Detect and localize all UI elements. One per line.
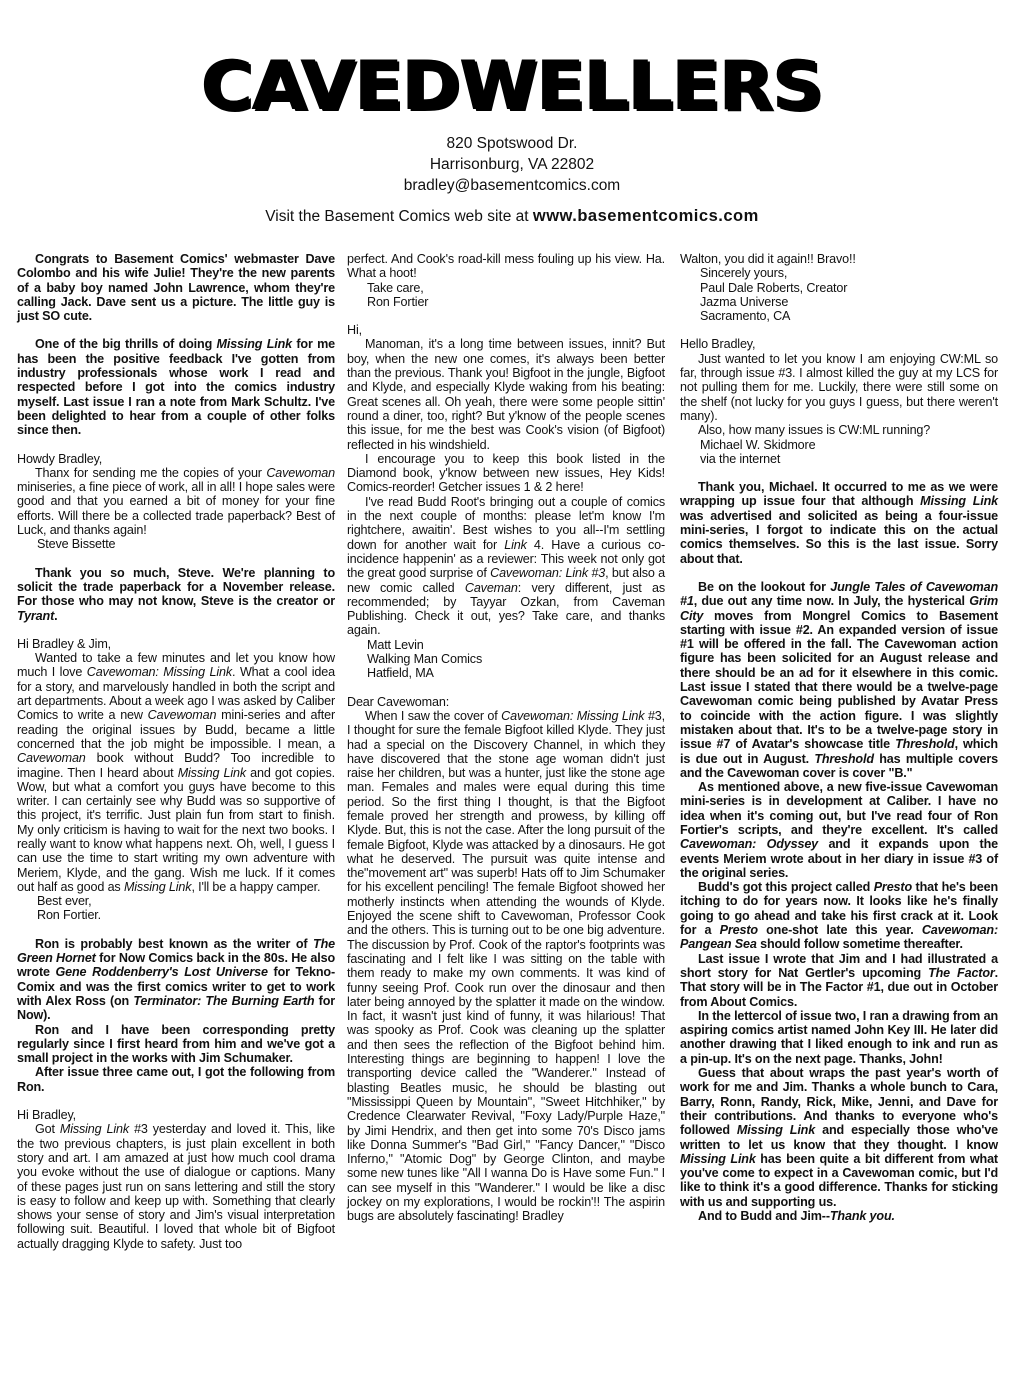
website-link[interactable]: www.basementcomics.com bbox=[532, 207, 759, 225]
letter-body: I encourage you to keep this book listed in the Diamond book, y'know between new issues, Hey Kids! Comics-reorder! Getcher issues 1 & 2 here! bbox=[347, 451, 665, 495]
letter-signature: Paul Dale Roberts, Creator bbox=[700, 280, 848, 295]
column-2 bbox=[347, 252, 665, 1224]
editor-reply: Ron and I have been corresponding pretty regularly since I first heard from him and we've got a small project in the works with Jim Schumaker. bbox=[17, 1022, 335, 1066]
letter-signature: via the internet bbox=[700, 451, 781, 466]
visit-line bbox=[0, 207, 1024, 226]
editor-reply: Budd's got this project called Presto that he's been itching to do for years now. It looks like he's finally going to go ahead and take his first crack at it. Look for a Presto one-shot late this year. Cavewoman: Pangean Sea should follow sometime thereafter. bbox=[680, 880, 999, 952]
editor-note: One of the big thrills of doing Missing Link for me has been the positive feedback I've gotten from industry professionals whose work I read and respected before I got into the comics industry myself. Last issue I ran a note from Mark Schultz. I've been delighted to hear from a couple of other folks since then. bbox=[17, 337, 335, 438]
letter-body: Also, how many issues is CW:ML running? bbox=[698, 423, 931, 438]
letter-signature: Steve Bissette bbox=[37, 537, 116, 552]
letter-signature: Hatfield, MA bbox=[367, 666, 434, 681]
letter-greeting: Howdy Bradley, bbox=[17, 451, 103, 466]
letter-greeting: Hi Bradley & Jim, bbox=[17, 636, 112, 651]
letter-signature: Sacramento, CA bbox=[700, 309, 791, 324]
editor-reply: Last issue I wrote that Jim and I had illustrated a short story for Nat Gertler's upcoming The Factor. That story will be in The Factor #1, due out in October from About Comics. bbox=[680, 951, 998, 1009]
editor-reply: Be on the lookout for Jungle Tales of Cavewoman #1, due out any time now. In July, the hysterical Grim City moves from Mongrel Comics to Basement starting with issue #2. An expanded version of issue #1 will be offered in the fall. The Cavewoman action figure has been solicited for an August release and there should be an ad for it elsewhere in this comic. Last issue I stated that there would be a twelve-page Cavewoman comic being published by Avatar Press to coincide with the action figure. I was slightly mistaken about that. It's to be a twelve-page story in issue #7 of Avatar's showcase title Threshold, which is due out in August. Threshold has multiple covers and the Cavewoman cover is cover "B." bbox=[680, 579, 999, 780]
letter-body: Just wanted to let you know I am enjoying CW:ML so far, through issue #3. I almost killed the guy at my LCS for not pulling them for me. Luckily, there were still some on the shelf (not lucky for you guys I guess, but there weren't many). bbox=[680, 351, 998, 423]
masthead bbox=[0, 48, 1024, 126]
editor-note: Congrats to Basement Comics' webmaster Dave Colombo and his wife Julie! They're the new parents of a baby boy named John Lawrence, whom they're calling Jack. Dave sent us a picture. The little guy is just SO cute. bbox=[17, 252, 335, 324]
letter-closing: Best ever, bbox=[37, 894, 92, 909]
letter-closing: Take care, bbox=[367, 280, 424, 295]
editor-reply: In the lettercol of issue two, I ran a drawing from an aspiring comics artist named John Key III. He later did another drawing that I liked enough to ink and run as a pin-up. It's on the next page. Thanks, John! bbox=[680, 1008, 998, 1066]
letter-signature: Ron Fortier. bbox=[37, 908, 101, 923]
letter-greeting: Hi, bbox=[347, 323, 362, 338]
address-block bbox=[0, 133, 1024, 196]
editor-reply: Guess that about wraps the past year's worth of work for me and Jim. Thanks a whole bunch to Cara, Barry, Ronn, Randy, Rick, Mike, Jenni, and Dave for their contributions. And thanks to everyone who's followed Missing Link and especially those who've written to let us know that they thought. I know Missing Link has been quite a bit different from what you've come to expect in a Cavewoman comic, but I'd like to think it's a good difference. Thanks for sticking with us and supporting us. bbox=[680, 1066, 998, 1209]
editor-reply: As mentioned above, a new five-issue Cavewoman mini-series is in development at Caliber. I have no idea when it's coming out, but I've read four of Ron Fortier's scripts, and they're excellent. It's called Cavewoman: Odyssey and it expands upon the events Meriem wrote about in her diary in issue #3 of the original series. bbox=[680, 780, 999, 880]
column-1 bbox=[17, 252, 335, 1251]
visit-prefix: Visit the Basement Comics web site at bbox=[265, 208, 533, 225]
editor-closing: And to Budd and Jim--Thank you. bbox=[698, 1209, 895, 1223]
letter-greeting: Dear Cavewoman: bbox=[347, 694, 450, 709]
page-title: CAVEDWELLERS bbox=[201, 47, 823, 126]
address-street: 820 Spotswood Dr. bbox=[446, 135, 578, 152]
letter-signature: Ron Fortier bbox=[367, 294, 429, 309]
letter-greeting: Hi Bradley, bbox=[17, 1108, 77, 1123]
letter-body: Manoman, it's a long time between issues, innit? But boy, when the new one comes, it's always been better than the previous. Thank you! Bigfoot in the jungle, Bigfoot and Klyde, and especially Klyde waking from his beating: Great scenes all. Oh yeah, there were some people sittin' round a diner, too, right? But y'know of the people scenes this issue, for me the best was Cook's vision (of Bigfoot) reflected in his windshield. bbox=[347, 337, 665, 452]
editor-reply: Thank you so much, Steve. We're planning to solicit the trade paperback for a November release. For those who may not know, Steve is the creator or Tyrant. bbox=[17, 565, 335, 623]
letter-closing: Sincerely yours, bbox=[700, 266, 788, 281]
letter-signature: Michael W. Skidmore bbox=[700, 437, 816, 452]
letter-body: Walton, you did it again!! Bravo!! bbox=[680, 252, 856, 266]
letter-body: When I saw the cover of Cavewoman: Missing Link #3, I thought for sure the female Bigfoot killed Klyde. They just had a special on the Discovery Channel, in which they have discovered that the stone age woman didn't just raise her children, but was a hunter, just like the stone age man. Females and males were equal during this time period. So the first thing I thought, is that the Bigfoot female proved her strength and prowess, by killing off Klyde. But, this is not the case. After the long pursuit of the female Bigfoot, Klyde was attacked by a dinosaurs. He got what he deserved. The pursuit was quite intense and the"movement art" was superb! Hats off to Jim Schumaker for his excellent penciling! The female Bigfoot showed her motherly instincts when attending the wounds of Klyde. Enjoyed the scene shift to Cavewoman, Professor Cook and the others. This is turning out to be one big adventure. The discussion by Prof. Cook of the raptor's footprints was fascinating and I felt like I was sitting on the table with them ready to make my own comments. It was kind of funny seeing Prof. Cook run over the dinosaur and then later being annoyed by the splatter it made on the window. In fact, it wasn't just kind of funny, it was hilarious! That was spooky as Prof. Cook was cleaning up the splatter and then sees the reflection of the Bigfoot behind him. Interesting things are beginning to happen! I love the transporting device called the "Wanderer." Instead of blasting Beatles music, he should be blasting out "Mississippi Queen by Mountain", "Sweet Hitchhiker," by Credence Clearwater Revival, "Foxy Lady/Purple Haze," by Jimi Hendrix, and then get into some 70's Disco jams like Donna Summer's "Bad Girl," "Fancy Dancer," "Disco Inferno," "Atomic Dog" by George Clinton, and maybe some new tunes like "All I wanna Do is Have some Fun." I can see myself in this "Wanderer." I would be like a disc jockey on my explorations, I would be rockin'!! The aspirin bugs are absolutely fascinating! Bradley bbox=[347, 708, 666, 1224]
editor-reply: Ron is probably best known as the writer of The Green Hornet for Now Comics back in the 80s. He also wrote Gene Roddenberry's Lost Universe for Tekno-Comix and was the first comics writer to get to work with Alex Ross (on Terminator: The Burning Earth for Now). bbox=[17, 936, 336, 1023]
letter-body: Got Missing Link #3 yesterday and loved it. This, like the two previous chapters, is just plain excellent in both story and art. I am amazed at just how much cool drama you evoke without the use of dialogue or captions. Many of these pages just run on sans lettering and still the story is easy to follow and keep up with. Something that clearly shows your sense of story and Jim's visual interpretation following suit. Beautiful. I loved that whole bit of Bigfoot actually dragging Klyde to safety. Just too bbox=[17, 1122, 336, 1251]
letter-body: I've read Budd Root's bringing out a couple of comics in the next couple of months: please let'm know I'm rightchere, awaitin'. Best wishes to you all--I'm settling down for another wait for Link 4. Have a curious co-incidence happenin' as a reviewer: This week not only got the great good surprise of Cavewoman: Link #3, but also a new comic called Caveman: very different, just as recommended; by Tayyar Ozkan, from Caveman Publishing. Check it out, yes? Take care, and thanks again. bbox=[347, 494, 665, 638]
letter-body: perfect. And Cook's road-kill mess fouling up his view. Ha. What a hoot! bbox=[347, 252, 665, 281]
letter-body: Thanx for sending me the copies of your Cavewoman miniseries, a fine piece of work, all in all! I hope sales were good and that you earned a bit of money for your fine efforts. Will there be a collected trade paperback? Best of Luck, and thanks again! bbox=[17, 465, 335, 538]
column-3 bbox=[680, 252, 998, 1223]
letter-signature: Jazma Universe bbox=[700, 294, 789, 309]
email-link[interactable]: bradley@basementcomics.com bbox=[403, 177, 621, 194]
letter-body: Wanted to take a few minutes and let you know how much I love Cavewoman: Missing Link. What a cool idea for a story, and marvelously handled in both the script and art departments. About a week ago I was asked by Caliber Comics to write a new Cavewoman mini-series and after reading the original issues by Budd, became a little concerned that the job might be impossible. I mean, a Cavewoman book without Budd? Too incredible to imagine. Then I heard about Missing Link and got copies. Wow, but what a comfort you guys have become to this writer. I can certainly see why Budd was so supportive of this project, it's terrific. Just plain fun from start to finish. My only criticism is having to wait for the next two books. I really want to know what happens next. Oh, well, I guess I can use the time to start writing my own adventure with Meriem, Klyde, and the gang. Wish me luck. If it comes out half as good as Missing Link, I'll be a happy camper. bbox=[17, 651, 335, 894]
editor-reply: Thank you, Michael. It occurred to me as we were wrapping up issue four that although Missing Link was advertised and solicited as being a four-issue mini-series, I forgot to indicate this on the actual comics themselves. So this is the last issue. Sorry about that. bbox=[680, 480, 998, 566]
letter-greeting: Hello Bradley, bbox=[680, 337, 756, 352]
letter-signature: Walking Man Comics bbox=[367, 652, 483, 667]
editor-reply: After issue three came out, I got the following from Ron. bbox=[17, 1065, 335, 1094]
address-city: Harrisonburg, VA 22802 bbox=[429, 156, 595, 173]
letter-signature: Matt Levin bbox=[367, 637, 424, 652]
